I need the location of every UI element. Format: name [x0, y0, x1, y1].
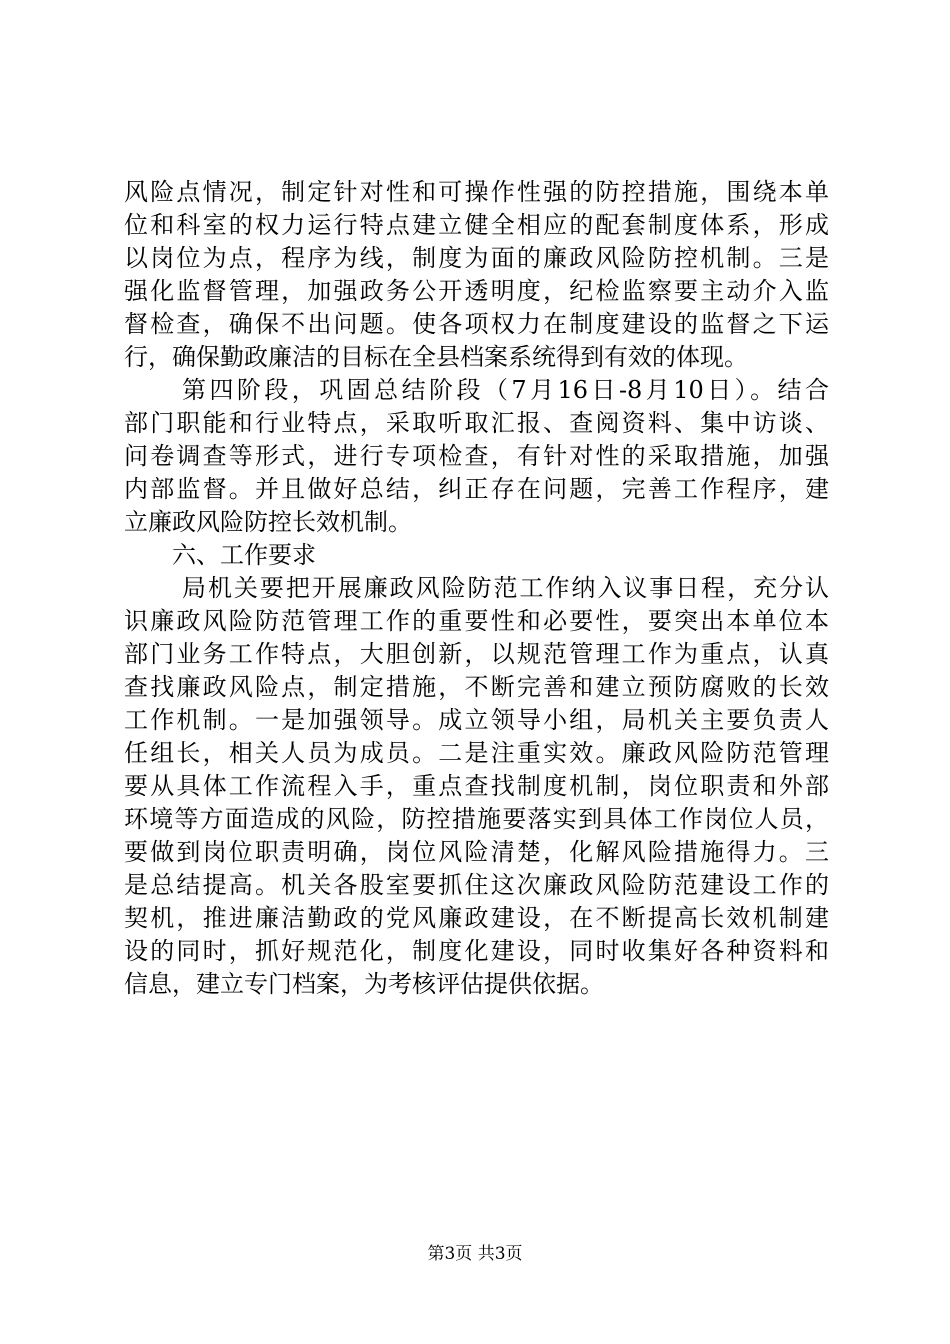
body-line: 行，确保勤政廉洁的目标在全县档案系统得到有效的体现。 [124, 343, 748, 371]
body-line: 要从具体工作流程入手，重点查找制度机制，岗位职责和外部 [124, 772, 829, 800]
body-line: 契机，推进廉洁勤政的党风廉政建设，在不断提高长效机制建 [124, 904, 829, 932]
body-line: 部门业务工作特点，大胆创新，以规范管理工作为重点，认真 [124, 640, 829, 668]
body-line: 环境等方面造成的风险，防控措施要落实到具体工作岗位人员， [124, 805, 829, 833]
body-line: 要做到岗位职责明确，岗位风险清楚，化解风险措施得力。三 [124, 838, 829, 866]
body-line: 立廉政风险防控长效机制。 [124, 508, 412, 536]
body-line: 信息，建立专门档案，为考核评估提供依据。 [124, 970, 604, 998]
body-line: 设的同时，抓好规范化，制度化建设，同时收集好各种资料和 [124, 937, 829, 965]
document-body [124, 176, 829, 1001]
body-line: 强化监督管理，加强政务公开透明度，纪检监察要主动介入监 [124, 277, 829, 305]
body-line: 督检查，确保不出问题。使各项权力在制度建设的监督之下运 [124, 310, 829, 338]
section-heading: 六、工作要求 [172, 541, 316, 569]
body-line: 工作机制。一是加强领导。成立领导小组，局机关主要负责人 [124, 706, 829, 734]
body-line: 以岗位为点，程序为线，制度为面的廉政风险防控机制。三是 [124, 244, 829, 272]
body-line: 部门职能和行业特点，采取听取汇报、查阅资料、集中访谈、 [124, 409, 829, 437]
body-line: 位和科室的权力运行特点建立健全相应的配套制度体系，形成 [124, 211, 829, 239]
body-line: 问卷调查等形式，进行专项检查，有针对性的采取措施，加强 [124, 442, 829, 470]
body-line: 内部监督。并且做好总结，纠正存在问题，完善工作程序，建 [124, 475, 829, 503]
body-line: 任组长，相关人员为成员。二是注重实效。廉政风险防范管理 [124, 739, 829, 767]
body-line: 风险点情况，制定针对性和可操作性强的防控措施，围绕本单 [124, 178, 829, 206]
body-line: 局机关要把开展廉政风险防范工作纳入议事日程，充分认 [182, 574, 829, 602]
body-line: 识廉政风险防范管理工作的重要性和必要性，要突出本单位本 [124, 607, 829, 635]
page-number-footer: 第3页 共3页 [427, 1244, 523, 1264]
body-line: 查找廉政风险点，制定措施，不断完善和建立预防腐败的长效 [124, 673, 829, 701]
body-line: 第四阶段，巩固总结阶段（7月16日-8月10日）。结合 [182, 376, 829, 404]
body-line: 是总结提高。机关各股室要抓住这次廉政风险防范建设工作的 [124, 871, 829, 899]
